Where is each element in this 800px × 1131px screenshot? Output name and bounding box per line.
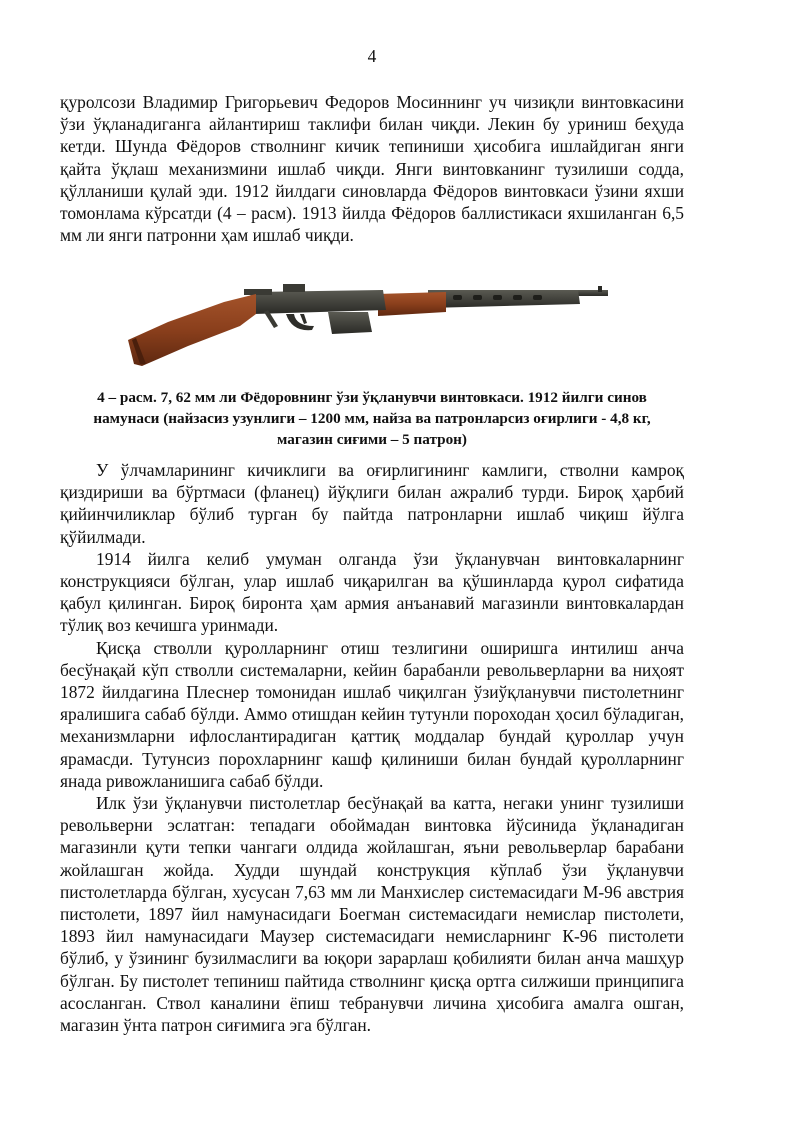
intro-paragraph: қуролсози Владимир Григорьевич Федоров Мосиннинг уч чизиқли винтовкасини ўзи ўқланадиганга айлантириш таклифи билан чиқди. Лекин бу уриниш беҳуда кетди. Шунда Фёдоров стволнинг кичик тепиниши ҳисобига ишлайдиган янги қайта ўқлаш механизмини ишлаб чиқди. Янги винтовканинг тузилиши содда, қўлланиши қулай эди. 1912 йилдаги синовларда Фёдоров винтовкаси ўзини яхши томонлама кўрсатди (4 – расм). 1913 йилда Фёдоров баллистикаси яхшиланган 6,5 мм ли янги патронни ҳам ишлаб чиқди.	[60, 92, 684, 246]
page-number: 4	[367, 46, 377, 66]
paragraph: У ўлчамларининг кичиклиги ва оғирлигининг камлиги, стволни камроқ қиздириши ва бўртмаси (фланец) йўқлиги билан ажралиб турди. Бироқ ҳарбий қийинчиликлар бўлиб турган бу пайтда патронларни ишлаб чиқиш йўлга қўйилмади.	[60, 460, 684, 547]
paragraph: 1914 йилга келиб умуман олганда ўзи ўқланувчан винтовкаларнинг конструкцияси бўлган, улар ишлаб чиқарилган ва қўшинларда қурол сифатида қабул қилинган. Бироқ биронта ҳам армия анъанавий магазинли винтовкалардан тўлиқ воз кечишга уринмади.	[60, 548, 684, 636]
intro-text	[60, 91, 684, 246]
rifle-figure	[128, 280, 618, 380]
caption-line: 4 – расм. 7, 62 мм ли Фёдоровнинг ўзи ўқланувчи винтовкаси. 1912 йилги синов	[97, 389, 647, 406]
figure-caption	[60, 388, 684, 450]
paragraph: Илк ўзи ўқланувчи пистолетлар бесўнақай ва катта, негаки унинг тузилиши револьверни эслатган: тепадаги обоймадан винтовка йўсинида ўқланадиган магазинли қути тепки чангаги олдида жойлашган, яъни револьверлар барабани жойлашган жойда. Худди шундай конструкция кўплаб ўзи ўқланувчи пистолетларда бўлган, хусусан 7,63 мм ли Манхислер системасидаги М-96 австрия пистолети, 1897 йил намунасидаги Боегман системасидаги немислар пистолети, 1893 йил намунасидаги Маузер системасидаги немисларнинг К-96 пистолети бўлиб, у ўзининг бузилмаслиги ва юқори зарарлаш қобилияти билан анча машҳур бўлган. Бу пистолет тепиниш пайтида стволнинг қисқа ортга силжиши принципига асосланган. Ствол каналини ёпиш тебранувчи личина ҳисобига амалга ошган, магазин ўнта патрон сиғимига эга бўлган.	[60, 793, 684, 1036]
rifle-illustration-icon	[128, 280, 618, 380]
caption-line: намунаси (найзасиз узунлиги – 1200 мм, найза ва патронларсиз оғирлиги - 4,8 кг,	[93, 409, 651, 427]
paragraph: Қисқа стволли қуролларнинг отиш тезлигини оширишга интилиш анча бесўнақай кўп стволли системаларни, кейин барабанли револьверларни ва ниҳоят 1872 йилдагина Плеснер томонидан ишлаб чиқилган ўзиўқланувчи пистолетнинг яралишига сабаб бўлди. Аммо отишдан кейин тутунли пороходан ҳосил бўладиган, механизмларни ифлослантирадиган қаттиқ моддалар бундай қуроллар учун ярамасди. Тутунсиз порохларнинг кашф қилиниши билан бундай қуролларнинг янада ривожланишига сабаб бўлди.	[60, 637, 684, 791]
body-text	[60, 459, 684, 1036]
caption-line: магазин сиғими – 5 патрон)	[277, 430, 467, 448]
